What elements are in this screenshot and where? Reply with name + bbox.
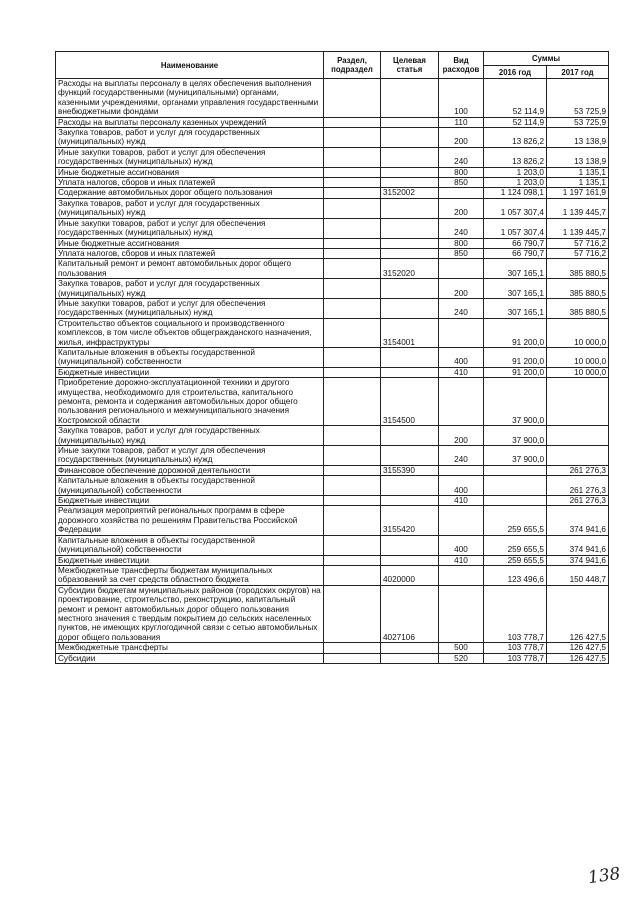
table-row — [56, 218, 609, 238]
cell-razdel — [324, 298, 381, 318]
cell-expense-type: 500 — [439, 643, 484, 653]
cell-razdel — [324, 318, 381, 347]
cell-expense-type — [439, 378, 484, 426]
cell-razdel — [324, 378, 381, 426]
cell-razdel — [324, 446, 381, 466]
cell-amount-2016: 37 900,0 — [484, 426, 547, 446]
cell-amount-2017: 126 427,5 — [547, 585, 609, 642]
cell-target-article: 3154001 — [381, 318, 439, 347]
cell-expense-type: 200 — [439, 198, 484, 218]
cell-amount-2017 — [547, 426, 609, 446]
cell-amount-2016 — [484, 476, 547, 496]
cell-name: Межбюджетные трансферты — [56, 643, 324, 653]
cell-amount-2016: 1 203,0 — [484, 178, 547, 188]
cell-expense-type: 110 — [439, 117, 484, 127]
table-row — [56, 476, 609, 496]
table-row — [56, 535, 609, 555]
cell-name: Закупка товаров, работ и услуг для государственных (муниципальных) нужд — [56, 426, 324, 446]
cell-amount-2017: 1 139 445,7 — [547, 218, 609, 238]
cell-amount-2016: 13 826,2 — [484, 147, 547, 167]
cell-amount-2017: 10 000,0 — [547, 347, 609, 367]
cell-name: Реализация мероприятий региональных программ в сфере дорожного хозяйства по решениям Правительства Российской Федерации — [56, 506, 324, 535]
table-row — [56, 653, 609, 663]
cell-target-article — [381, 147, 439, 167]
cell-amount-2017: 374 941,6 — [547, 535, 609, 555]
cell-amount-2017: 261 276,3 — [547, 476, 609, 496]
cell-name: Субсидии — [56, 653, 324, 663]
cell-target-article — [381, 279, 439, 299]
table-row — [56, 585, 609, 642]
cell-expense-type: 520 — [439, 653, 484, 663]
cell-expense-type: 100 — [439, 79, 484, 118]
cell-name: Бюджетные инвестиции — [56, 367, 324, 377]
cell-name: Межбюджетные трансферты бюджетам муниципальных образований за счет средств областного бюджета — [56, 565, 324, 585]
cell-name: Уплата налогов, сборов и иных платежей — [56, 248, 324, 258]
cell-expense-type: 410 — [439, 496, 484, 506]
cell-amount-2017: 1 139 445,7 — [547, 198, 609, 218]
cell-amount-2017: 385 880,5 — [547, 298, 609, 318]
cell-expense-type: 240 — [439, 298, 484, 318]
cell-amount-2016: 103 778,7 — [484, 653, 547, 663]
cell-amount-2016: 1 203,0 — [484, 167, 547, 177]
cell-target-article — [381, 167, 439, 177]
cell-target-article: 3152002 — [381, 188, 439, 198]
cell-amount-2017: 57 716,2 — [547, 248, 609, 258]
header-name: Наименование — [56, 52, 324, 79]
cell-razdel — [324, 555, 381, 565]
cell-amount-2016: 66 790,7 — [484, 248, 547, 258]
cell-razdel — [324, 238, 381, 248]
cell-target-article — [381, 218, 439, 238]
table-row — [56, 565, 609, 585]
cell-target-article: 4027106 — [381, 585, 439, 642]
cell-name: Закупка товаров, работ и услуг для государственных (муниципальных) нужд — [56, 128, 324, 148]
cell-amount-2016: 91 200,0 — [484, 347, 547, 367]
cell-amount-2016: 1 057 307,4 — [484, 218, 547, 238]
cell-amount-2016: 307 165,1 — [484, 279, 547, 299]
budget-table — [55, 51, 609, 664]
cell-razdel — [324, 465, 381, 475]
cell-amount-2017: 126 427,5 — [547, 643, 609, 653]
cell-razdel — [324, 218, 381, 238]
cell-amount-2017: 261 276,3 — [547, 465, 609, 475]
table-row — [56, 643, 609, 653]
table-row — [56, 496, 609, 506]
cell-razdel — [324, 367, 381, 377]
table-row — [56, 279, 609, 299]
cell-expense-type: 200 — [439, 426, 484, 446]
cell-expense-type: 800 — [439, 167, 484, 177]
table-row — [56, 128, 609, 148]
header-vid: Вид расходов — [439, 52, 484, 79]
cell-razdel — [324, 347, 381, 367]
cell-target-article — [381, 555, 439, 565]
cell-razdel — [324, 643, 381, 653]
cell-expense-type — [439, 585, 484, 642]
cell-name: Иные бюджетные ассигнования — [56, 238, 324, 248]
cell-name: Капитальные вложения в объекты государственной (муниципальной) собственности — [56, 535, 324, 555]
cell-name: Капитальные вложения в объекты государственной (муниципальной) собственности — [56, 476, 324, 496]
table-row — [56, 167, 609, 177]
cell-amount-2017: 261 276,3 — [547, 496, 609, 506]
cell-amount-2016: 307 165,1 — [484, 298, 547, 318]
cell-razdel — [324, 128, 381, 148]
cell-amount-2016: 37 900,0 — [484, 446, 547, 466]
cell-amount-2016: 103 778,7 — [484, 585, 547, 642]
table-header — [56, 52, 609, 79]
cell-razdel — [324, 535, 381, 555]
table-row — [56, 298, 609, 318]
cell-amount-2016: 52 114,9 — [484, 79, 547, 118]
cell-razdel — [324, 147, 381, 167]
cell-name: Бюджетные инвестиции — [56, 496, 324, 506]
table-row — [56, 426, 609, 446]
cell-amount-2017: 13 138,9 — [547, 128, 609, 148]
cell-razdel — [324, 496, 381, 506]
cell-target-article — [381, 367, 439, 377]
cell-amount-2017: 10 000,0 — [547, 367, 609, 377]
cell-amount-2017: 53 725,9 — [547, 117, 609, 127]
cell-expense-type: 850 — [439, 178, 484, 188]
cell-expense-type: 240 — [439, 218, 484, 238]
cell-razdel — [324, 279, 381, 299]
cell-amount-2016: 1 124 098,1 — [484, 188, 547, 198]
cell-target-article: 3152020 — [381, 259, 439, 279]
cell-razdel — [324, 565, 381, 585]
cell-target-article — [381, 298, 439, 318]
cell-target-article — [381, 248, 439, 258]
cell-target-article — [381, 476, 439, 496]
cell-name: Субсидии бюджетам муниципальных районов (городских округов) на проектирование, строительство, реконструкцию, капитальный ремонт и ремонт автомобильных дорог общего пользования местного значения с твердым покрытием до сельских населенных пунктов, не имеющих круглогодичной связи с сетью автомобильных дорог общего пользования — [56, 585, 324, 642]
cell-razdel — [324, 585, 381, 642]
cell-amount-2016: 66 790,7 — [484, 238, 547, 248]
cell-amount-2017: 13 138,9 — [547, 147, 609, 167]
header-razdel: Раздел, подраздел — [324, 52, 381, 79]
cell-target-article: 3155420 — [381, 506, 439, 535]
header-sums: Суммы — [484, 52, 609, 66]
cell-target-article: 3155390 — [381, 465, 439, 475]
cell-expense-type — [439, 188, 484, 198]
table-row — [56, 178, 609, 188]
cell-name: Иные закупки товаров, работ и услуг для обеспечения государственных (муниципальных) нужд — [56, 147, 324, 167]
cell-amount-2016: 13 826,2 — [484, 128, 547, 148]
cell-amount-2017: 1 197 161,9 — [547, 188, 609, 198]
cell-target-article — [381, 178, 439, 188]
cell-amount-2016: 307 165,1 — [484, 259, 547, 279]
table-row — [56, 147, 609, 167]
cell-name: Расходы на выплаты персоналу казенных учреждений — [56, 117, 324, 127]
cell-razdel — [324, 259, 381, 279]
cell-razdel — [324, 198, 381, 218]
table-row — [56, 318, 609, 347]
cell-expense-type — [439, 565, 484, 585]
cell-target-article — [381, 653, 439, 663]
cell-expense-type: 800 — [439, 238, 484, 248]
cell-name: Финансовое обеспечение дорожной деятельности — [56, 465, 324, 475]
cell-amount-2016: 103 778,7 — [484, 643, 547, 653]
cell-expense-type: 200 — [439, 279, 484, 299]
header-year-2016: 2016 год — [484, 66, 547, 79]
cell-target-article — [381, 347, 439, 367]
table-row — [56, 465, 609, 475]
cell-name: Закупка товаров, работ и услуг для государственных (муниципальных) нужд — [56, 279, 324, 299]
cell-name: Уплата налогов, сборов и иных платежей — [56, 178, 324, 188]
cell-amount-2017 — [547, 446, 609, 466]
cell-expense-type: 410 — [439, 555, 484, 565]
cell-expense-type: 400 — [439, 476, 484, 496]
cell-razdel — [324, 653, 381, 663]
cell-name: Капитальный ремонт и ремонт автомобильных дорог общего пользования — [56, 259, 324, 279]
cell-amount-2017: 57 716,2 — [547, 238, 609, 248]
cell-name: Приобретение дорожно-эксплуатационной техники и другого имущества, необходимомго для строительства, капитального ремонта, ремонта и содержания автомобильных дорог общего пользования регионального и межмуниципального значения Костромской области — [56, 378, 324, 426]
cell-expense-type — [439, 465, 484, 475]
cell-name: Расходы на выплаты персоналу в целях обеспечения выполнения функций государственными (муниципальными) органами, казенными учреждениями, органами управления государственными внебюджетными фондами — [56, 79, 324, 118]
cell-razdel — [324, 167, 381, 177]
cell-amount-2016: 1 057 307,4 — [484, 198, 547, 218]
table-row — [56, 347, 609, 367]
cell-name: Иные закупки товаров, работ и услуг для обеспечения государственных (муниципальных) нужд — [56, 298, 324, 318]
cell-amount-2017: 126 427,5 — [547, 653, 609, 663]
cell-expense-type — [439, 318, 484, 347]
cell-target-article: 3154500 — [381, 378, 439, 426]
cell-amount-2016: 37 900,0 — [484, 378, 547, 426]
cell-razdel — [324, 79, 381, 118]
cell-amount-2017: 1 135,1 — [547, 167, 609, 177]
cell-name: Строительство объектов социального и производственного комплексов, в том числе объектов общегражданского назначения, жилья, инфраструктуры — [56, 318, 324, 347]
cell-target-article — [381, 128, 439, 148]
table-row — [56, 238, 609, 248]
page-number: 138 — [586, 863, 622, 889]
cell-razdel — [324, 426, 381, 446]
cell-expense-type: 850 — [439, 248, 484, 258]
cell-amount-2017 — [547, 378, 609, 426]
table-row — [56, 555, 609, 565]
cell-razdel — [324, 476, 381, 496]
cell-amount-2016: 123 496,6 — [484, 565, 547, 585]
cell-name: Иные закупки товаров, работ и услуг для обеспечения государственных (муниципальных) нужд — [56, 218, 324, 238]
cell-razdel — [324, 248, 381, 258]
table-row — [56, 248, 609, 258]
cell-target-article — [381, 198, 439, 218]
cell-expense-type: 410 — [439, 367, 484, 377]
cell-amount-2016: 259 655,5 — [484, 535, 547, 555]
cell-amount-2017: 150 448,7 — [547, 565, 609, 585]
cell-expense-type — [439, 259, 484, 279]
table-row — [56, 446, 609, 466]
cell-target-article — [381, 446, 439, 466]
cell-name: Бюджетные инвестиции — [56, 555, 324, 565]
table-body — [56, 79, 609, 664]
cell-amount-2016: 52 114,9 — [484, 117, 547, 127]
cell-amount-2017: 1 135,1 — [547, 178, 609, 188]
cell-amount-2016: 259 655,5 — [484, 506, 547, 535]
table-row — [56, 506, 609, 535]
header-year-2017: 2017 год — [547, 66, 609, 79]
cell-razdel — [324, 188, 381, 198]
cell-target-article — [381, 535, 439, 555]
cell-amount-2017: 374 941,6 — [547, 555, 609, 565]
cell-target-article — [381, 496, 439, 506]
cell-name: Капитальные вложения в объекты государственной (муниципальной) собственности — [56, 347, 324, 367]
cell-expense-type: 400 — [439, 535, 484, 555]
cell-amount-2016: 259 655,5 — [484, 555, 547, 565]
cell-expense-type — [439, 506, 484, 535]
table-row — [56, 117, 609, 127]
cell-amount-2017: 53 725,9 — [547, 79, 609, 118]
cell-razdel — [324, 506, 381, 535]
cell-razdel — [324, 178, 381, 188]
cell-amount-2017: 385 880,5 — [547, 279, 609, 299]
cell-amount-2016 — [484, 465, 547, 475]
cell-amount-2016: 91 200,0 — [484, 318, 547, 347]
cell-target-article — [381, 426, 439, 446]
cell-amount-2016 — [484, 496, 547, 506]
table-row — [56, 367, 609, 377]
cell-target-article — [381, 643, 439, 653]
table-row — [56, 188, 609, 198]
cell-amount-2016: 91 200,0 — [484, 367, 547, 377]
cell-name: Иные закупки товаров, работ и услуг для обеспечения государственных (муниципальных) нужд — [56, 446, 324, 466]
header-code: Целевая статья — [381, 52, 439, 79]
cell-razdel — [324, 117, 381, 127]
cell-target-article: 4020000 — [381, 565, 439, 585]
cell-target-article — [381, 79, 439, 118]
cell-expense-type: 400 — [439, 347, 484, 367]
cell-amount-2017: 374 941,6 — [547, 506, 609, 535]
cell-target-article — [381, 117, 439, 127]
cell-name: Иные бюджетные ассигнования — [56, 167, 324, 177]
cell-name: Закупка товаров, работ и услуг для государственных (муниципальных) нужд — [56, 198, 324, 218]
table-row — [56, 259, 609, 279]
table-row — [56, 198, 609, 218]
cell-name: Содержание автомобильных дорог общего пользования — [56, 188, 324, 198]
table-row — [56, 79, 609, 118]
cell-expense-type: 200 — [439, 128, 484, 148]
cell-target-article — [381, 238, 439, 248]
cell-expense-type: 240 — [439, 147, 484, 167]
table-row — [56, 378, 609, 426]
cell-amount-2017: 10 000,0 — [547, 318, 609, 347]
cell-expense-type: 240 — [439, 446, 484, 466]
cell-amount-2017: 385 880,5 — [547, 259, 609, 279]
